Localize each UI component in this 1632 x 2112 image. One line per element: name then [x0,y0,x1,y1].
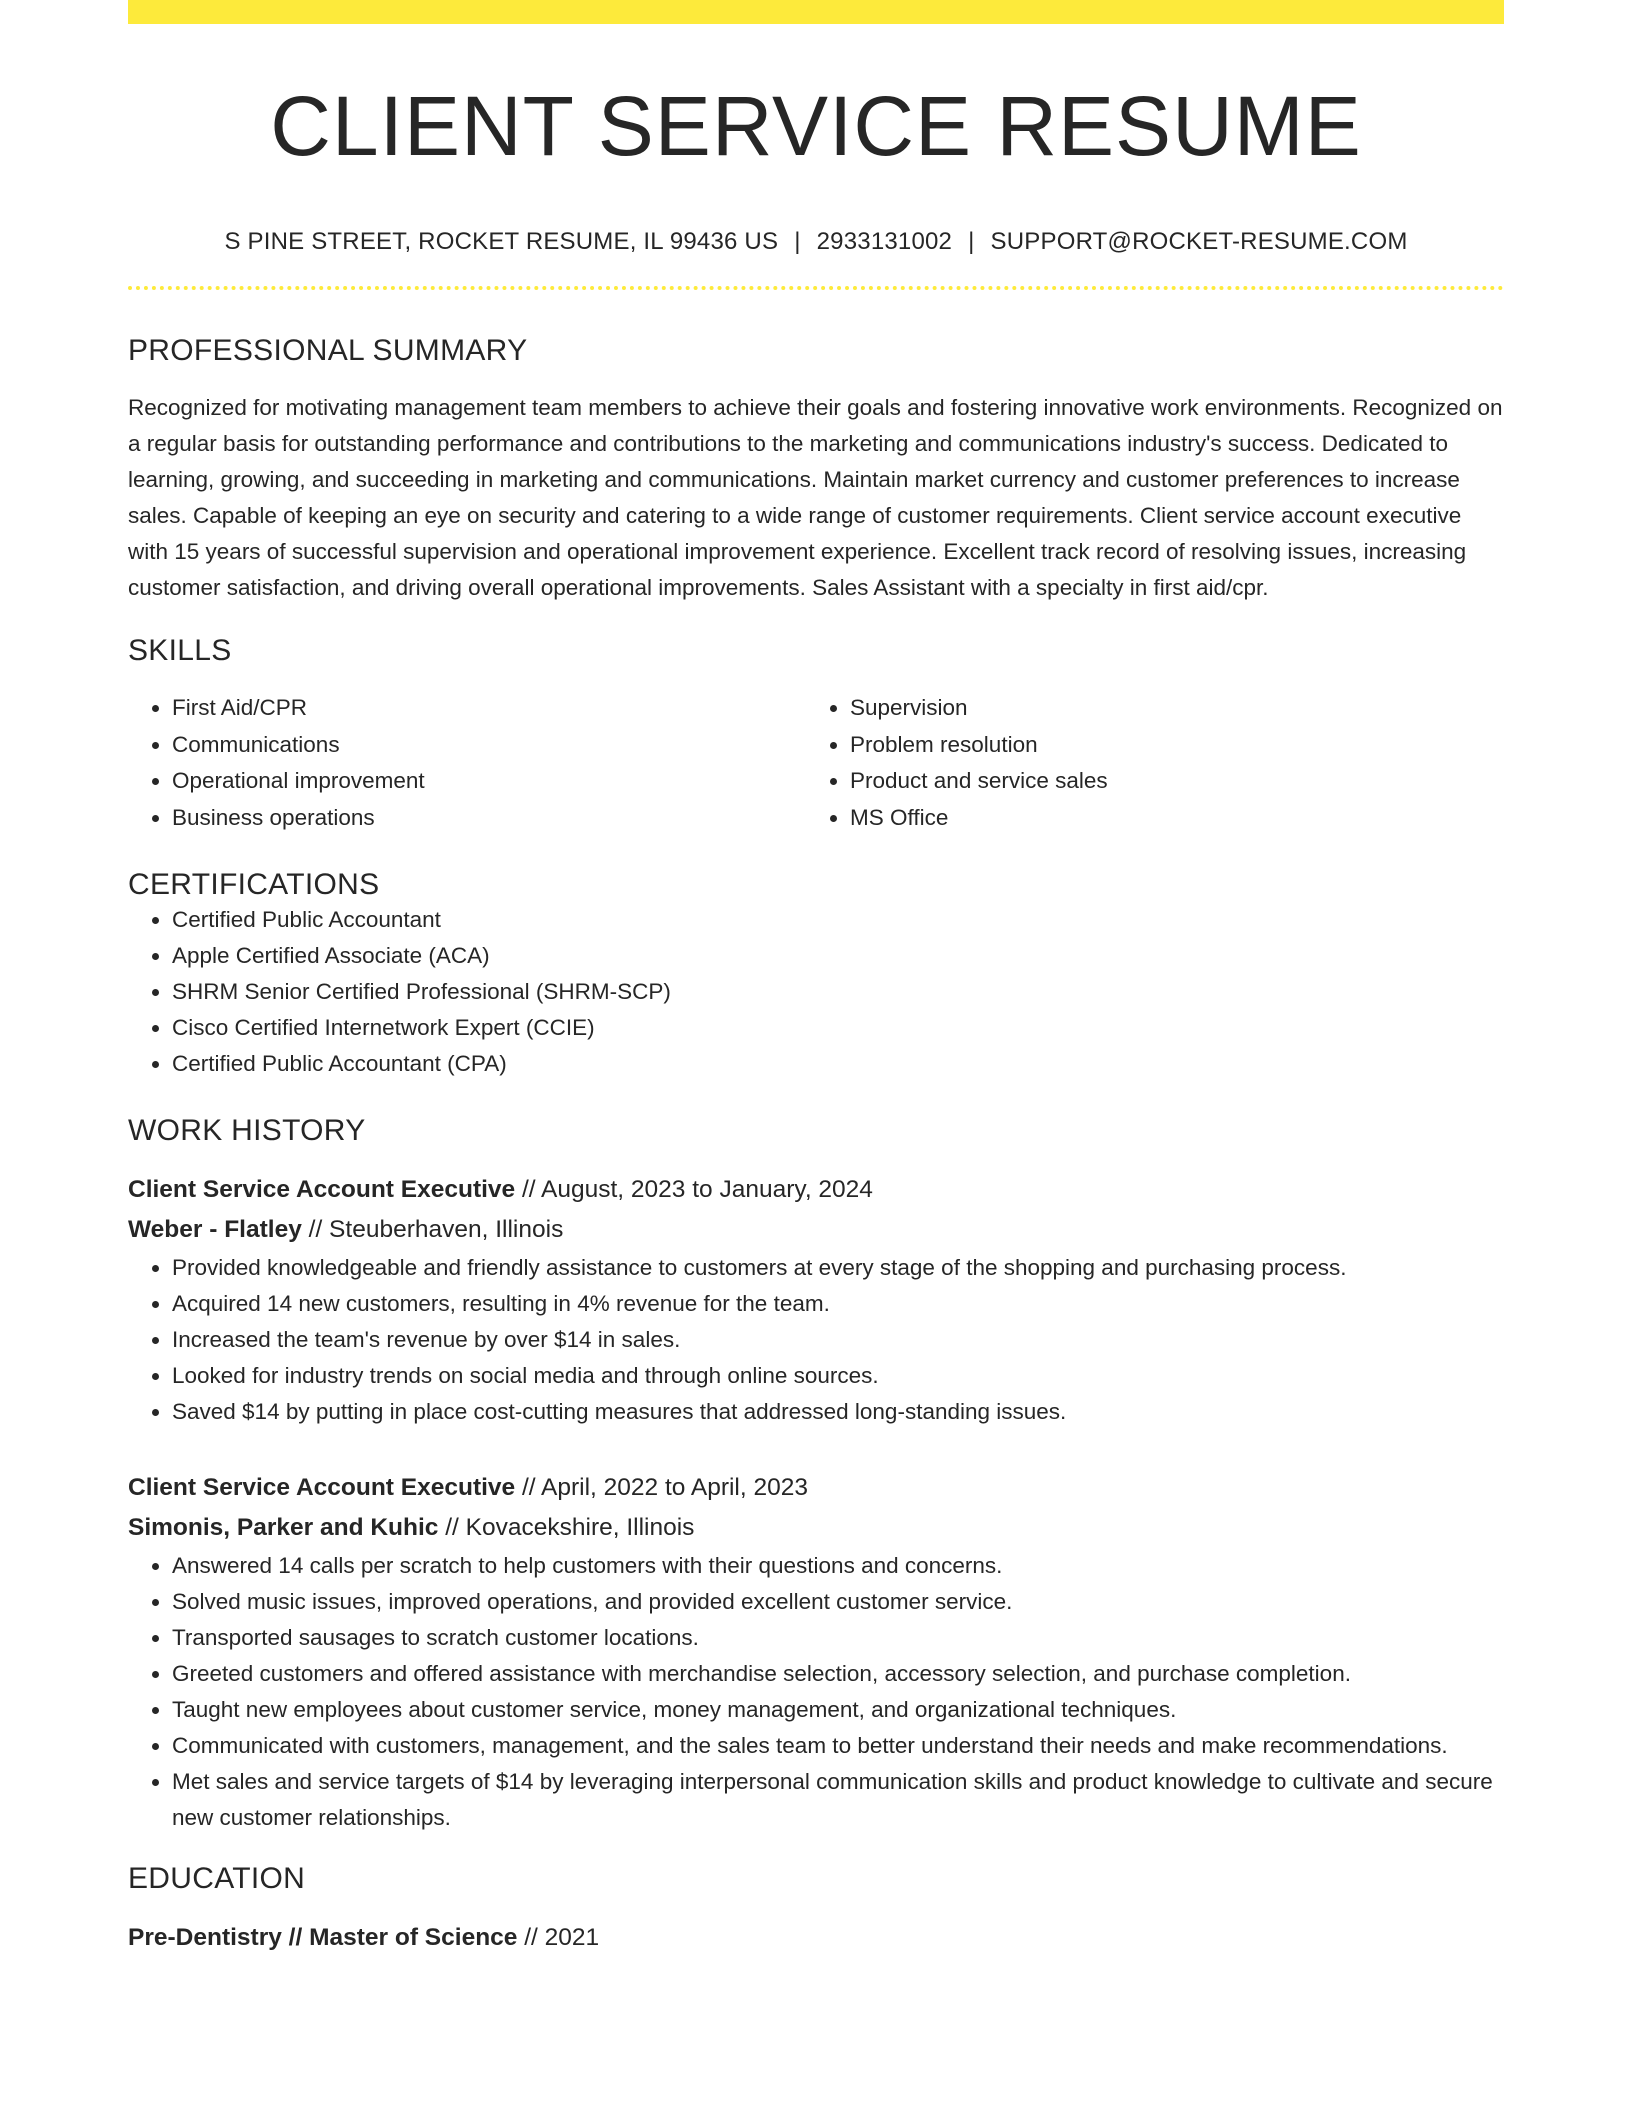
job-dates: // August, 2023 to January, 2024 [515,1176,873,1204]
job-bullet: • Communicated with customers, management, and the sales team to better understand their needs and make recommendations. [172,1728,1504,1764]
education-year: // 2021 [517,1924,600,1952]
skills-right-list [806,690,1484,836]
job-bullet: • Greeted customers and offered assistance with merchandise selection, accessory selection, and purchase completion. [172,1656,1504,1692]
dotted-divider [128,286,1504,290]
job-bullet: • Met sales and service targets of $14 by leveraging interpersonal communication skills and product knowledge to cultivate and secure new customer relationships. [172,1764,1504,1836]
resume-title: CLIENT SERVICE RESUME [270,79,1362,173]
skill-item: • Operational improvement [172,763,806,800]
skill-item: • Problem resolution [850,727,1484,764]
skill-item: • Product and service sales [850,763,1484,800]
job-entry [128,1468,1504,1836]
accent-bar [128,0,1504,24]
job-location: // Steuberhaven, Illinois [301,1216,564,1244]
job-title-line [128,1170,1504,1210]
certifications-list [128,902,1504,1082]
job-bullets [128,1548,1504,1836]
skills-left-list [128,690,806,836]
job-location: // Kovacekshire, Illinois [438,1514,695,1542]
contact-email: SUPPORT@ROCKET-RESUME.COM [990,228,1408,256]
job-bullet: • Saved $14 by putting in place cost-cutting measures that addressed long-standing issues. [172,1394,1504,1430]
job-company: Weber - Flatley [128,1216,302,1244]
job-dates: // April, 2022 to April, 2023 [515,1474,808,1502]
certifications-heading: CERTIFICATIONS [128,868,380,902]
job-bullet: • Provided knowledgeable and friendly assistance to customers at every stage of the shopping and purchasing process. [172,1250,1504,1286]
contact-line [128,228,1504,256]
skill-item: • First Aid/CPR [172,690,806,727]
education-entry [128,1918,1504,1958]
job-bullet: • Transported sausages to scratch customer locations. [172,1620,1504,1656]
contact-phone: 2933131002 [816,228,953,256]
job-bullets [128,1250,1504,1430]
job-company-line [128,1210,1504,1250]
certification-item: • SHRM Senior Certified Professional (SHRM-SCP) [172,974,1504,1010]
skill-item: • Supervision [850,690,1484,727]
work-history-heading: WORK HISTORY [128,1114,366,1148]
job-title-line [128,1468,1504,1508]
certification-item: • Certified Public Accountant [172,902,1504,938]
education-heading: EDUCATION [128,1862,306,1896]
skills-heading: SKILLS [128,634,232,668]
resume-page [128,0,1504,1958]
skill-item: • Business operations [172,800,806,837]
skills-columns [128,690,1504,836]
skill-item: • Communications [172,727,806,764]
job-title: Client Service Account Executive [128,1176,516,1204]
job-company-line [128,1508,1504,1548]
job-bullet: • Increased the team's revenue by over $14 in sales. [172,1322,1504,1358]
certification-item: • Certified Public Accountant (CPA) [172,1046,1504,1082]
job-company: Simonis, Parker and Kuhic [128,1514,439,1542]
job-bullet: • Looked for industry trends on social media and through online sources. [172,1358,1504,1394]
summary-text: Recognized for motivating management team members to achieve their goals and fostering innovative work environments. Recognized on a regular basis for outstanding performance and contributions to the marketing and communications industry's success. Dedicated to learning, growing, and succeeding in marketing and communications. Maintain market currency and customer preferences to increase sales. Capable of keeping an eye on security and catering to a wide range of customer requirements. Client service account executive with 15 years of successful supervision and operational improvement experience. Excellent track record of resolving issues, increasing customer satisfaction, and driving overall operational improvements. Sales Assistant with a specialty in first aid/cpr. [128,395,1503,601]
job-bullet: • Taught new employees about customer service, money management, and organizational techniques. [172,1692,1504,1728]
job-bullet: • Answered 14 calls per scratch to help customers with their questions and concerns. [172,1548,1504,1584]
contact-separator: | [968,228,975,256]
contact-address: S PINE STREET, ROCKET RESUME, IL 99436 US [224,228,779,256]
skill-item: • MS Office [850,800,1484,837]
contact-separator: | [794,228,801,256]
summary-heading: PROFESSIONAL SUMMARY [128,334,528,368]
job-bullet: • Solved music issues, improved operations, and provided excellent customer service. [172,1584,1504,1620]
certification-item: • Cisco Certified Internetwork Expert (CCIE) [172,1010,1504,1046]
job-title: Client Service Account Executive [128,1474,516,1502]
certification-item: • Apple Certified Associate (ACA) [172,938,1504,974]
job-entry [128,1170,1504,1430]
education-degree: Pre-Dentistry // Master of Science [128,1924,518,1952]
job-bullet: • Acquired 14 new customers, resulting in 4% revenue for the team. [172,1286,1504,1322]
